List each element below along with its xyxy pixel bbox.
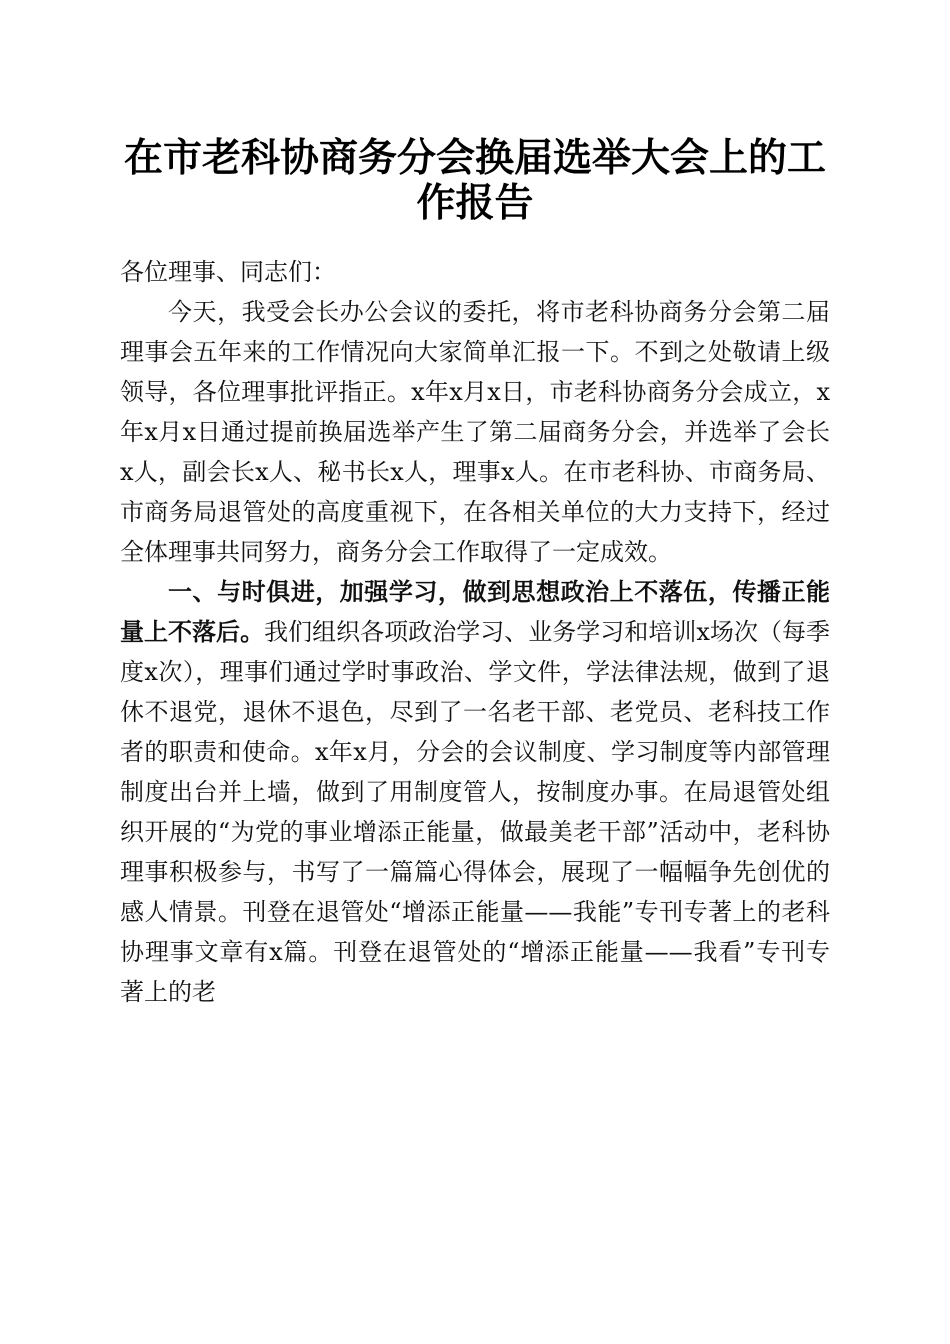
section-1-heading: 一、与时俱进，加强学习，做到思想政治上不落伍，传播正能量上不落后。 <box>120 578 830 646</box>
section-1-body: 我们组织各项政治学习、业务学习和培训x场次（每季度x次），理事们通过学时事政治、学文件，学法律法规，做到了退休不退党，退休不退色，尽到了一名老干部、老党员、老科技工作者的职责和使命。x年x月，分会的会议制度、学习制度等内部管理制度出台并上墙，做到了用制度管人，按制度办事。在局退管处组织开展的“为党的事业增添正能量，做最美老干部”活动中，老科协理事积极参与，书写了一篇篇心得体会，展现了一幅幅争先创优的感人情景。刊登在退管处“增添正能量——我能”专刊专著上的老科协理事文章有x篇。刊登在退管处的“增添正能量——我看”专刊专著上的老 <box>120 618 830 1006</box>
paragraph-intro: 今天，我受会长办公会议的委托，将市老科协商务分会第二届理事会五年来的工作情况向大家简单汇报一下。不到之处敬请上级领导，各位理事批评指正。x年x月x日，市老科协商务分会成立，x年x月x日通过提前换届选举产生了第二届商务分会，并选举了会长x人，副会长x人、秘书长x人，理事x人。在市老科协、市商务局、市商务局退管处的高度重视下，在各相关单位的大力支持下，经过全体理事共同努力，商务分会工作取得了一定成效。 <box>120 298 830 566</box>
salutation: 各位理事、同志们： <box>120 258 336 286</box>
paragraph-section-1 <box>120 572 830 1012</box>
document-title: 在市老科协商务分会换届选举大会上的工作报告 <box>123 135 826 226</box>
document-body <box>120 252 830 1012</box>
